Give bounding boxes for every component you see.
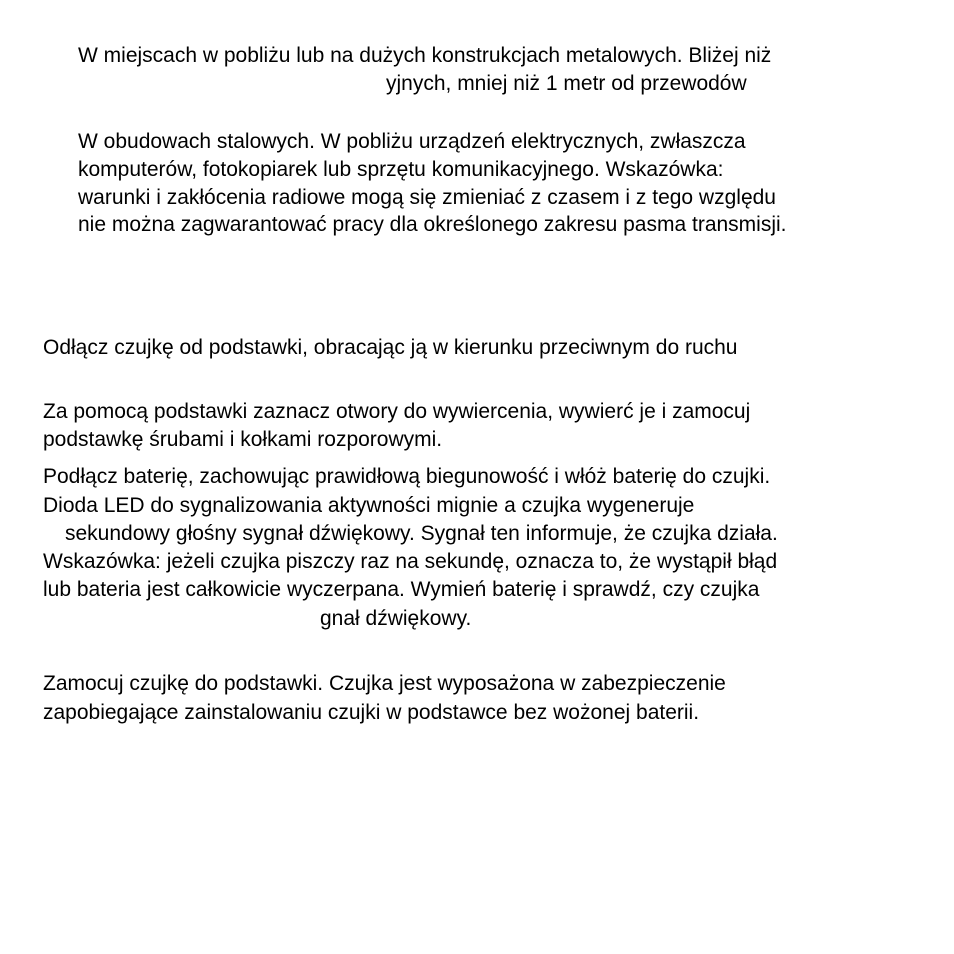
text-line: Wskazówka: jeżeli czujka piszczy raz na sekundę, oznacza to, że wystąpił błąd — [43, 550, 778, 573]
text-line: zapobiegające zainstalowaniu czujki w podstawce bez wożonej baterii. — [43, 701, 700, 724]
text-line: sekundowy głośny sygnał dźwiękowy. Sygnał ten informuje, że czujka działa. — [65, 522, 778, 545]
text-line: lub bateria jest całkowicie wyczerpana. Wymień baterię i sprawdź, czy czujka — [43, 578, 760, 601]
text-line: nie można zagwarantować pracy dla określonego zakresu pasma transmisji. — [78, 213, 787, 236]
text-line: Dioda LED do sygnalizowania aktywności mignie a czujka wygeneruje — [43, 494, 695, 517]
text-line: yjnych, mniej niż 1 metr od przewodów — [386, 72, 747, 95]
text-line: warunki i zakłócenia radiowe mogą się zmieniać z czasem i z tego względu — [78, 186, 776, 209]
text-line: komputerów, fotokopiarek lub sprzętu komunikacyjnego. Wskazówka: — [78, 158, 724, 181]
text-line: W miejscach w pobliżu lub na dużych konstrukcjach metalowych. Bliżej niż — [78, 44, 772, 67]
text-line: Za pomocą podstawki zaznacz otwory do wywiercenia, wywierć je i zamocuj — [43, 400, 751, 423]
text-line: gnał dźwiękowy. — [320, 607, 472, 630]
text-line: Zamocuj czujkę do podstawki. Czujka jest wyposażona w zabezpieczenie — [43, 672, 726, 695]
text-line: podstawkę śrubami i kołkami rozporowymi. — [43, 428, 443, 451]
text-line: Odłącz czujkę od podstawki, obracając ją w kierunku przeciwnym do ruchu — [43, 336, 738, 359]
text-line: W obudowach stalowych. W pobliżu urządzeń elektrycznych, zwłaszcza — [78, 130, 746, 153]
text-line: Podłącz baterię, zachowując prawidłową biegunowość i włóż baterię do czujki. — [43, 465, 771, 488]
